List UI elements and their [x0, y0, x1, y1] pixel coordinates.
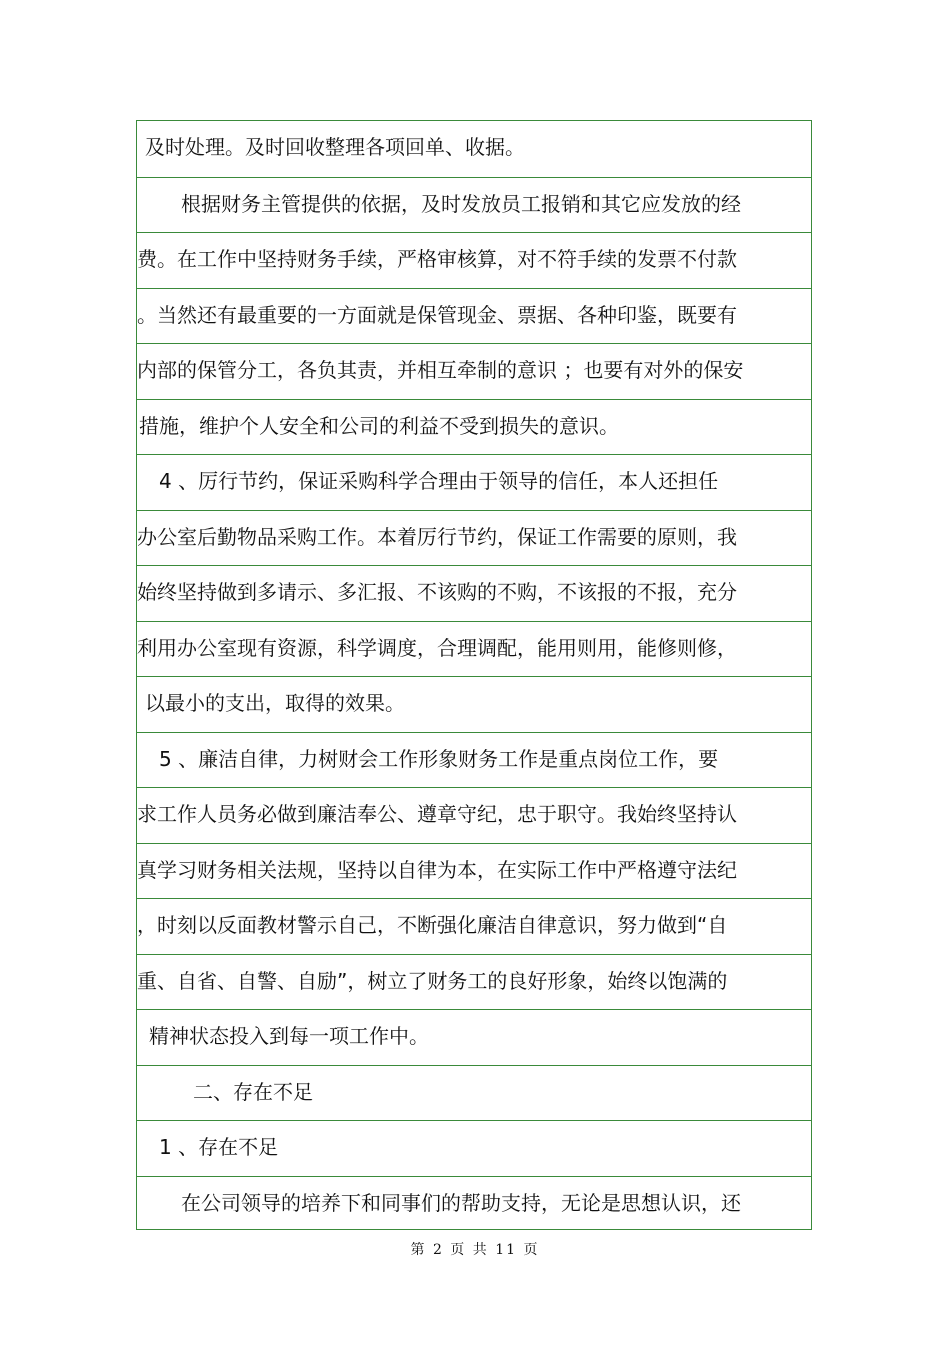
row-text: 费。在工作中坚持财务手续，严格审核算，对不符手续的发票不付款	[137, 247, 737, 271]
text-row	[137, 954, 811, 1010]
section-heading-row	[137, 1065, 811, 1121]
subsection-heading: 1 、存在不足	[159, 1135, 279, 1159]
text-row	[137, 454, 811, 510]
text-row	[137, 288, 811, 344]
row-text: 求工作人员务必做到廉洁奉公、遵章守纪，忠于职守。我始终坚持认	[137, 802, 737, 826]
text-row	[137, 621, 811, 677]
page-footer: 第 2 页 共 11 页	[410, 1242, 540, 1258]
text-row	[137, 177, 811, 233]
row-text: 措施，维护个人安全和公司的利益不受到损失的意识。	[139, 413, 619, 438]
row-text: 以最小的支出，取得的效果。	[145, 691, 405, 715]
row-text: 办公室后勤物品采购工作。本着厉行节约，保证工作需要的原则，我	[137, 524, 737, 549]
text-row	[137, 1009, 811, 1065]
row-text: ，时刻以反面教材警示自己，不断强化廉洁自律意识，努力做到“自	[137, 913, 728, 937]
text-row	[137, 565, 811, 621]
text-row	[137, 898, 811, 954]
text-row	[137, 1176, 811, 1232]
row-text: 根据财务主管提供的依据，及时发放员工报销和其它应发放的经	[181, 191, 741, 216]
text-row	[137, 843, 811, 899]
text-row	[137, 343, 811, 399]
row-text: 4 、厉行节约，保证采购科学合理由于领导的信任，本人还担任	[159, 469, 719, 493]
row-text: 在公司领导的培养下和同事们的帮助支持，无论是思想认识，还	[181, 1190, 741, 1215]
row-text: 内部的保管分工，各负其责，并相互牵制的意识 ；也要有对外的保安	[137, 358, 744, 382]
text-row	[137, 732, 811, 788]
text-row	[137, 787, 811, 843]
document-table	[136, 120, 812, 1230]
text-row	[137, 232, 811, 288]
text-row	[137, 399, 811, 455]
row-text: 。当然还有最重要的一方面就是保管现金、票据、各种印鉴，既要有	[137, 302, 737, 327]
row-text: 始终坚持做到多请示、多汇报、不该购的不购，不该报的不报，充分	[137, 580, 737, 604]
row-text: 利用办公室现有资源，科学调度，合理调配，能用则用，能修则修，	[137, 635, 737, 660]
row-text: 重、自省、自警、自励”，树立了财务工的良好形象，始终以饱满的	[137, 968, 728, 993]
text-row	[137, 510, 811, 566]
text-row	[137, 676, 811, 732]
row-text: 真学习财务相关法规，坚持以自律为本，在实际工作中严格遵守法纪	[137, 857, 737, 882]
subsection-heading-row	[137, 1120, 811, 1176]
row-text: 5 、廉洁自律，力树财会工作形象财务工作是重点岗位工作，要	[159, 746, 719, 771]
row-text: 精神状态投入到每一项工作中。	[149, 1024, 429, 1048]
text-row	[137, 121, 811, 177]
section-heading: 二、存在不足	[193, 1079, 313, 1104]
row-text: 及时处理。及时回收整理各项回单、收据。	[145, 135, 525, 159]
